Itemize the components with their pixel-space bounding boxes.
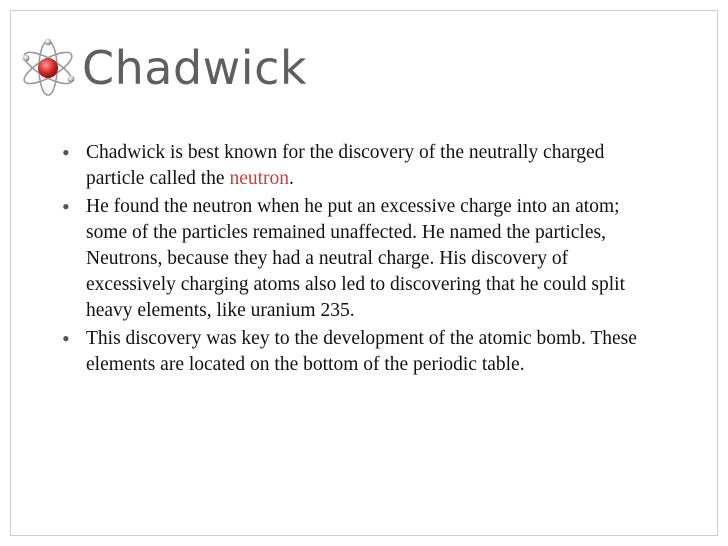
bullet-dot-icon: • xyxy=(62,326,70,351)
highlighted-term: neutron xyxy=(229,168,290,189)
bullet-text-end: . xyxy=(289,168,294,189)
bullet-list xyxy=(62,140,662,380)
bullet-text: This discovery was key to the development of the atomic bomb. These elements are located on the bottom of the periodic table. xyxy=(86,328,637,375)
bullet-item xyxy=(62,326,662,378)
slide-title: Chadwick xyxy=(82,41,307,95)
bullet-text: He found the neutron when he put an excessive charge into an atom; some of the particles remained unaffected. He named the particles, Neutrons, because they had a neutral charge. His discovery of excessively charging atoms also led to discovering that he could split heavy elements, like uranium 235. xyxy=(86,196,626,321)
bullet-item xyxy=(62,194,662,324)
bullet-dot-icon: • xyxy=(62,140,70,165)
bullet-text: Chadwick is best known for the discovery of the neutrally charged particle called the xyxy=(86,142,605,189)
bullet-dot-icon: • xyxy=(62,194,70,219)
bullet-item xyxy=(62,140,662,192)
atom-icon xyxy=(16,36,80,100)
